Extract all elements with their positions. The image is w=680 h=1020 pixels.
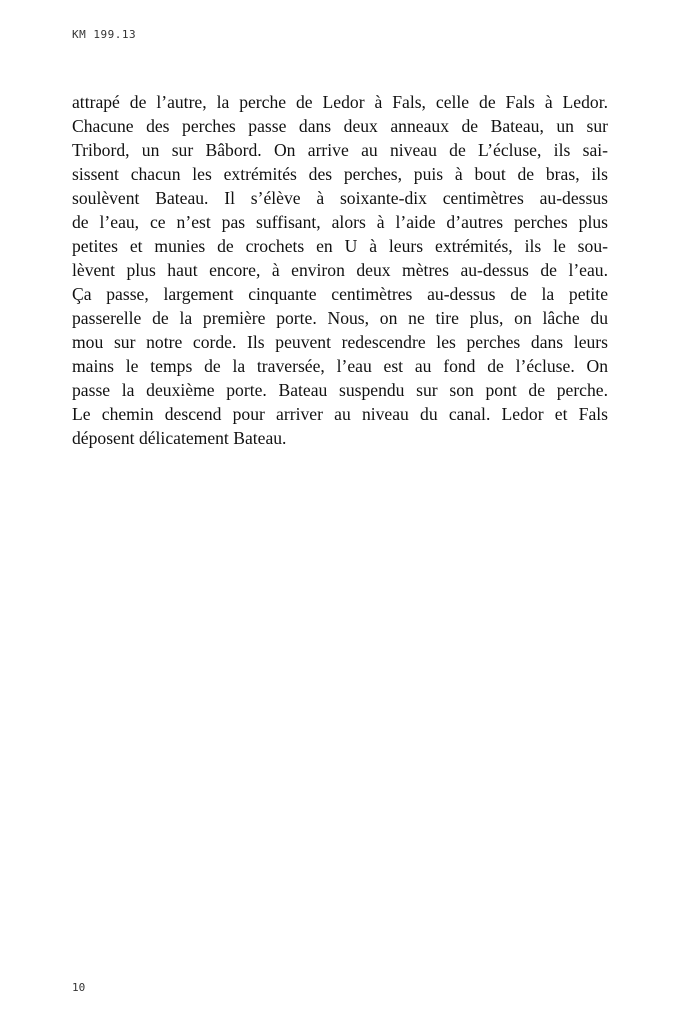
text-line: Tribord, un sur Bâbord. On arrive au niveau de L’écluse, ils sai- [72,140,608,160]
text-line: petites et munies de crochets en U à leurs extrémités, ils le sou- [72,236,608,256]
text-line: Le chemin descend pour arriver au niveau du canal. Ledor et Fals [72,404,608,424]
body-paragraph [72,90,608,450]
text-line: mou sur notre corde. Ils peuvent redescendre les perches dans leurs [72,332,608,352]
text-line: lèvent plus haut encore, à environ deux mètres au-dessus de l’eau. [72,260,608,280]
text-line: sissent chacun les extrémités des perches, puis à bout de bras, ils [72,164,608,184]
text-line: Chacune des perches passe dans deux anneaux de Bateau, un sur [72,116,608,136]
text-line: de l’eau, ce n’est pas suffisant, alors à l’aide d’autres perches plus [72,212,608,232]
text-line: attrapé de l’autre, la perche de Ledor à Fals, celle de Fals à Ledor. [72,92,608,112]
text-line: mains le temps de la traversée, l’eau est au fond de l’écluse. On [72,356,608,376]
page-number: 10 [72,981,86,994]
text-line: soulèvent Bateau. Il s’élève à soixante-dix centimètres au-dessus [72,188,608,208]
running-header: KM 199.13 [72,28,137,41]
text-line: passerelle de la première porte. Nous, on ne tire plus, on lâche du [72,308,608,328]
text-line: Ça passe, largement cinquante centimètres au-dessus de la petite [72,284,608,304]
text-line: déposent délicatement Bateau. [72,428,287,448]
text-line: passe la deuxième porte. Bateau suspendu sur son pont de perche. [72,380,608,400]
